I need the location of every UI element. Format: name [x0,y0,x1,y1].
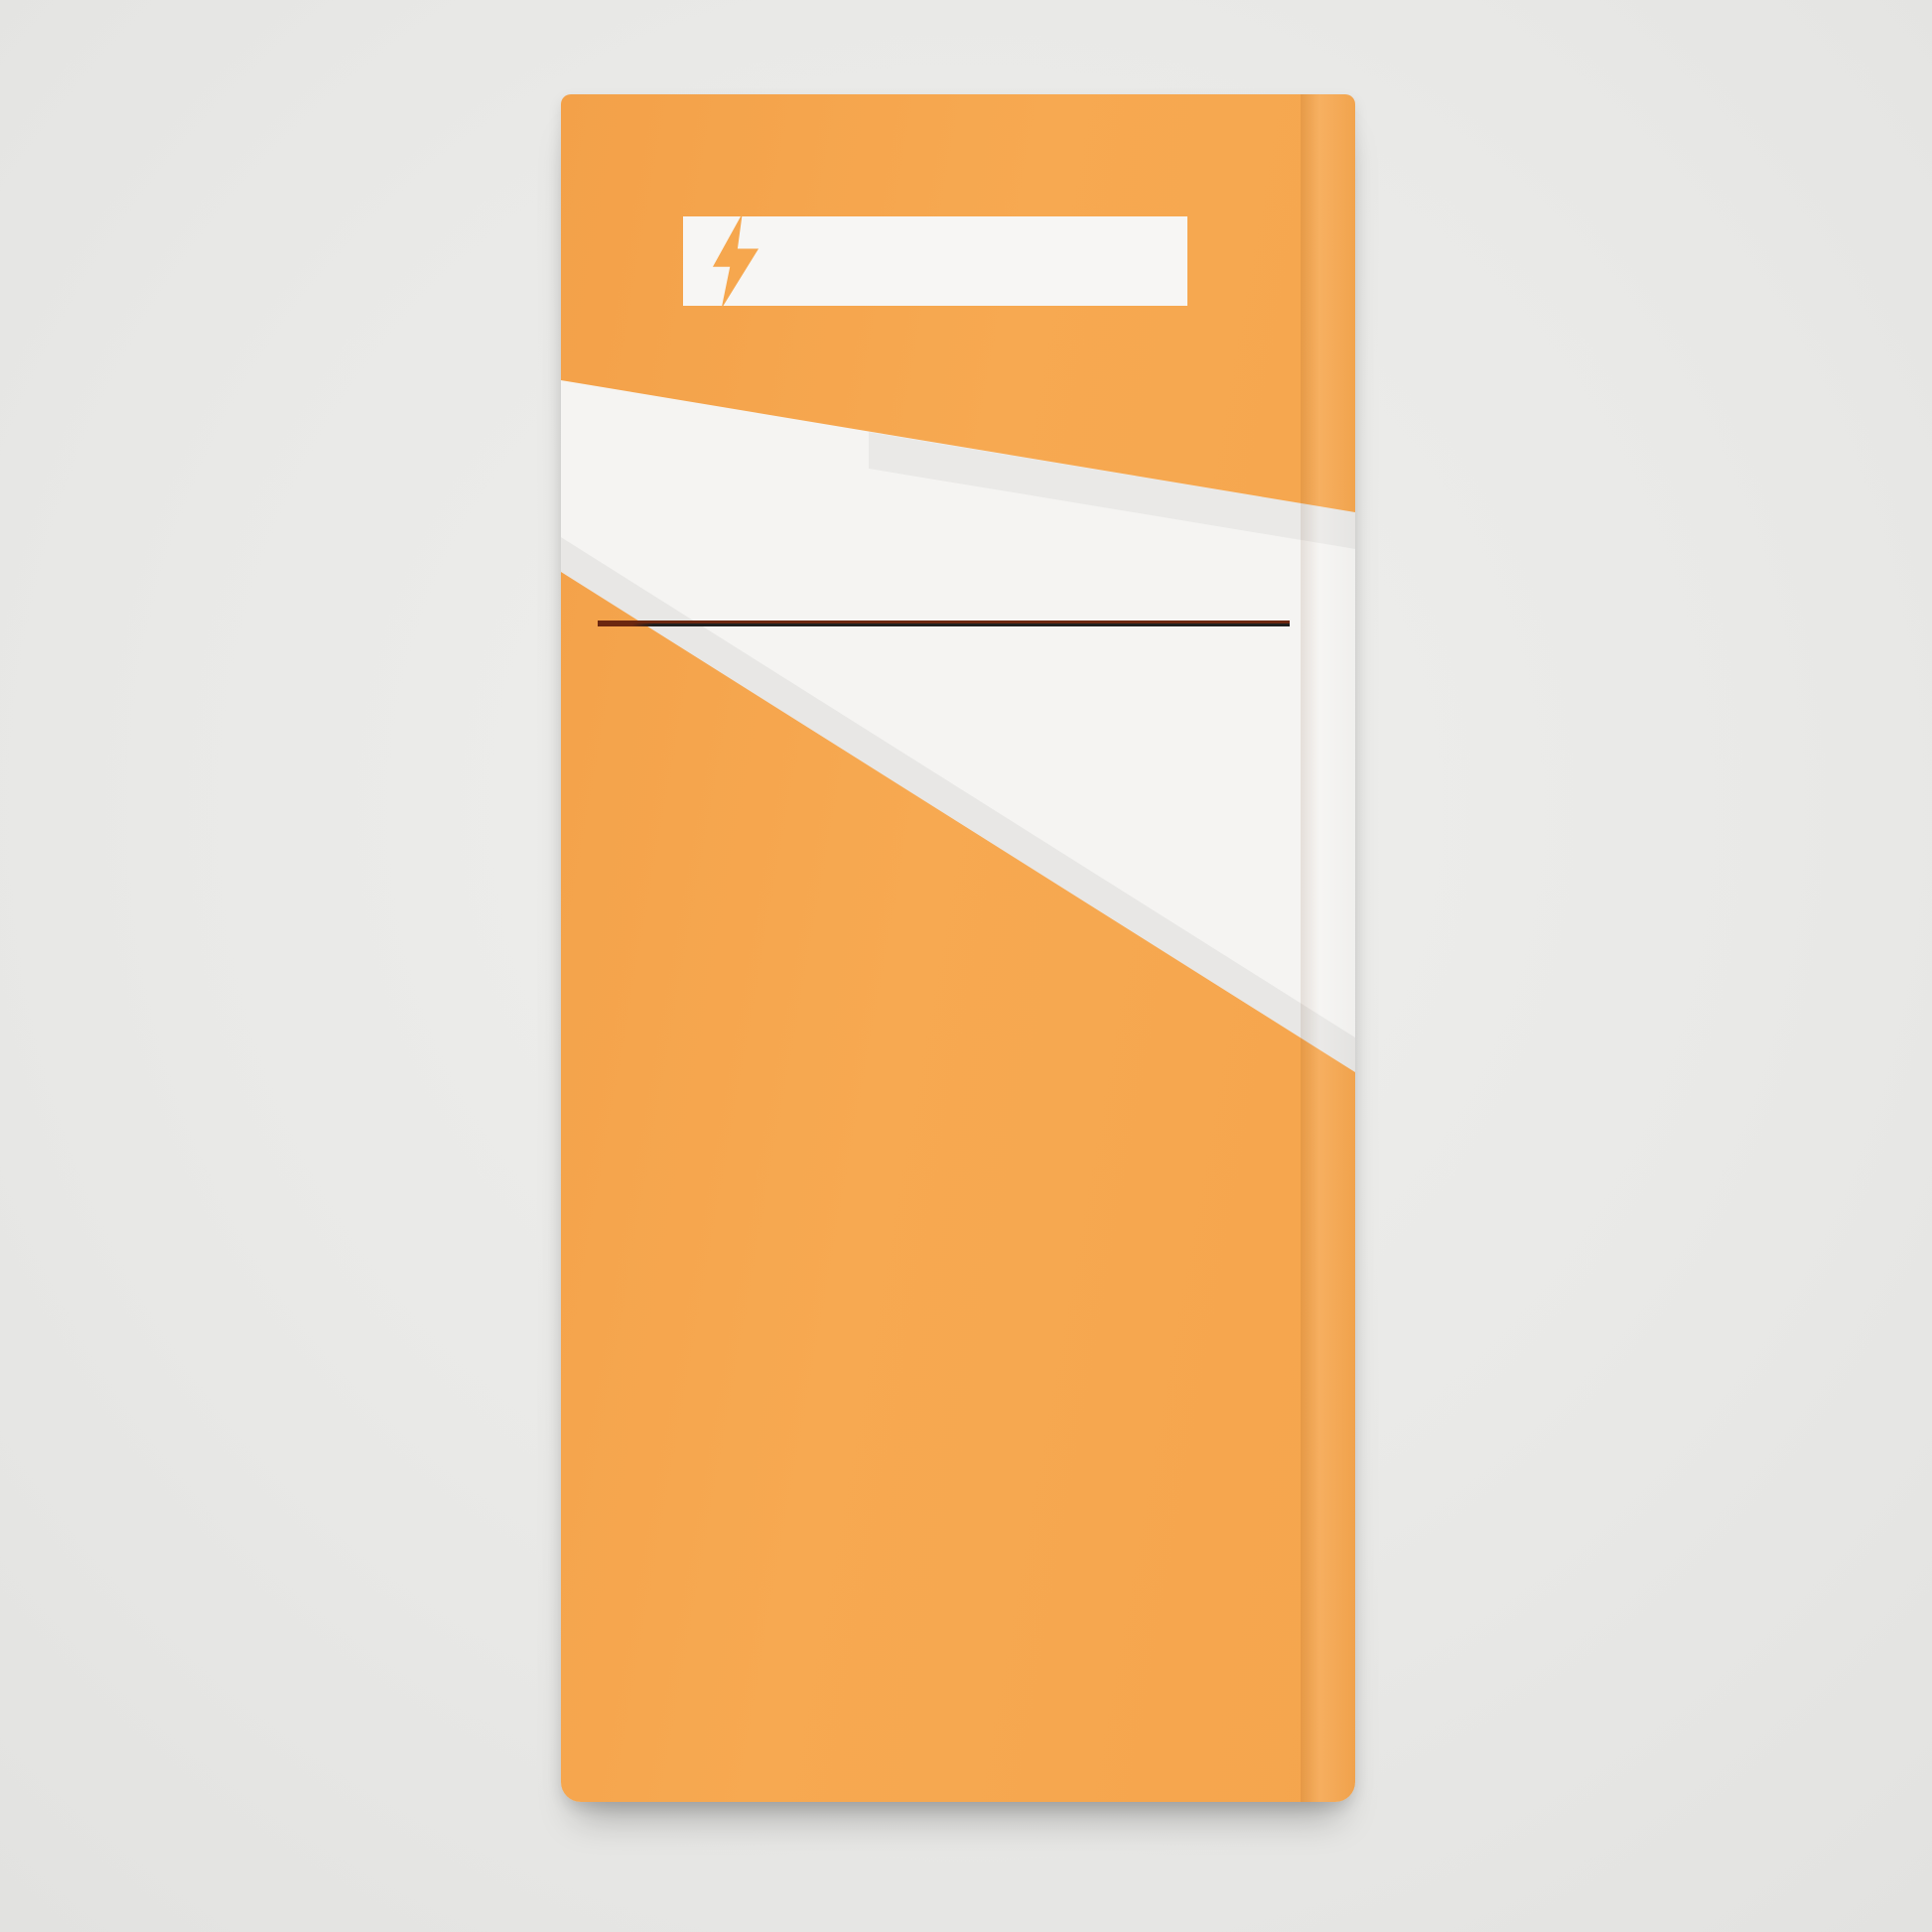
carton-fold-edge [1301,94,1355,1802]
energy-badge [683,216,1187,306]
beverage-carton-back-panel [561,94,1355,1802]
lightning-bolt-icon [704,213,767,309]
diagonal-white-band [561,94,1355,1802]
net-quantity-line [683,146,697,195]
